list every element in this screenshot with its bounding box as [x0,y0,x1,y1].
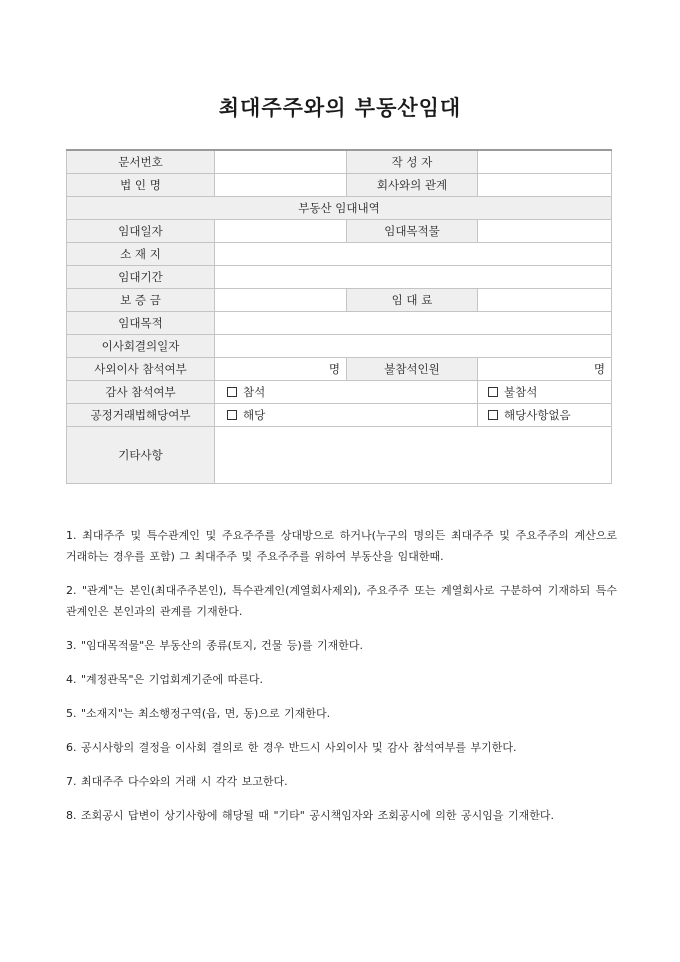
location-label: 소 재 지 [67,243,215,266]
rent-label: 임 대 료 [347,289,478,312]
notes-section [66,514,617,839]
checkbox-icon[interactable] [488,387,498,397]
attendee-count-field[interactable]: 명 [215,358,347,381]
board-date-field[interactable] [215,335,612,358]
lease-purpose-field[interactable] [215,312,612,335]
table-row [67,312,612,335]
lease-period-field[interactable] [215,266,612,289]
auditor-attend-option[interactable]: 참석 [215,381,478,404]
doc-no-field[interactable] [215,150,347,174]
note-item: 7. 최대주주 다수와의 거래 시 각각 보고한다. [66,775,288,788]
outside-director-label: 사외이사 참석여부 [67,358,215,381]
fair-trade-not-applicable-option[interactable]: 해당사항없음 [478,404,612,427]
fair-trade-applicable-option[interactable]: 해당 [215,404,478,427]
lease-object-field[interactable] [478,220,612,243]
corp-name-label: 법 인 명 [67,174,215,197]
table-row [67,335,612,358]
relation-field[interactable] [478,174,612,197]
lease-date-label: 임대일자 [67,220,215,243]
note-item: 5. "소재지"는 최소행정구역(읍, 면, 동)으로 기재한다. [66,707,331,720]
table-row [67,381,612,404]
auditor-label: 감사 참석여부 [67,381,215,404]
lease-period-label: 임대기간 [67,266,215,289]
absent-count-field[interactable]: 명 [478,358,612,381]
table-row [67,197,612,220]
author-field[interactable] [478,150,612,174]
table-row [67,220,612,243]
auditor-absent-option[interactable]: 불참석 [478,381,612,404]
other-field[interactable] [215,427,612,484]
rent-field[interactable] [478,289,612,312]
table-row [67,404,612,427]
table-row [67,243,612,266]
checkbox-icon[interactable] [227,410,237,420]
table-row [67,174,612,197]
deposit-label: 보 증 금 [67,289,215,312]
table-row [67,358,612,381]
disclosure-form-table [66,149,612,484]
table-row [67,427,612,484]
doc-no-label: 문서번호 [67,150,215,174]
table-row [67,150,612,174]
page-title: 최대주주와의 부동산임대 [218,96,462,120]
relation-label: 회사와의 관계 [347,174,478,197]
note-item: 3. "임대목적물"은 부동산의 종류(토지, 건물 등)를 기재한다. [66,639,363,652]
checkbox-icon[interactable] [488,410,498,420]
note-item: 1. 최대주주 및 특수관계인 및 주요주주를 상대방으로 하거나(누구의 명의든 최대주주 및 주요주주의 계산으로 거래하는 경우를 포함) 그 최대주주 및 주요주주를 위하여 부동산을 임대한때. [66,529,617,563]
deposit-field[interactable] [215,289,347,312]
absent-count-label: 불참석인원 [347,358,478,381]
author-label: 작 성 자 [347,150,478,174]
location-field[interactable] [215,243,612,266]
board-date-label: 이사회결의일자 [67,335,215,358]
fair-trade-label: 공정거래법해당여부 [67,404,215,427]
note-item: 4. "계정관목"은 기업회계기준에 따른다. [66,673,263,686]
note-item: 8. 조회공시 답변이 상기사항에 해당될 때 "기타" 공시책임자와 조회공시에 의한 공시임을 기재한다. [66,809,554,822]
corp-name-field[interactable] [215,174,347,197]
note-item: 6. 공시사항의 결정을 이사회 결의로 한 경우 반드시 사외이사 및 감사 참석여부를 부기한다. [66,741,517,754]
note-item: 2. "관계"는 본인(최대주주본인), 특수관계인(계열회사제외), 주요주주 또는 계열회사로 구분하여 기재하되 특수관계인은 본인과의 관계를 기재한다. [66,584,617,618]
table-row [67,289,612,312]
lease-object-label: 임대목적물 [347,220,478,243]
lease-purpose-label: 임대목적 [67,312,215,335]
lease-date-field[interactable] [215,220,347,243]
section-header: 부동산 임대내역 [67,197,612,220]
checkbox-icon[interactable] [227,387,237,397]
table-row [67,266,612,289]
other-label: 기타사항 [67,427,215,484]
